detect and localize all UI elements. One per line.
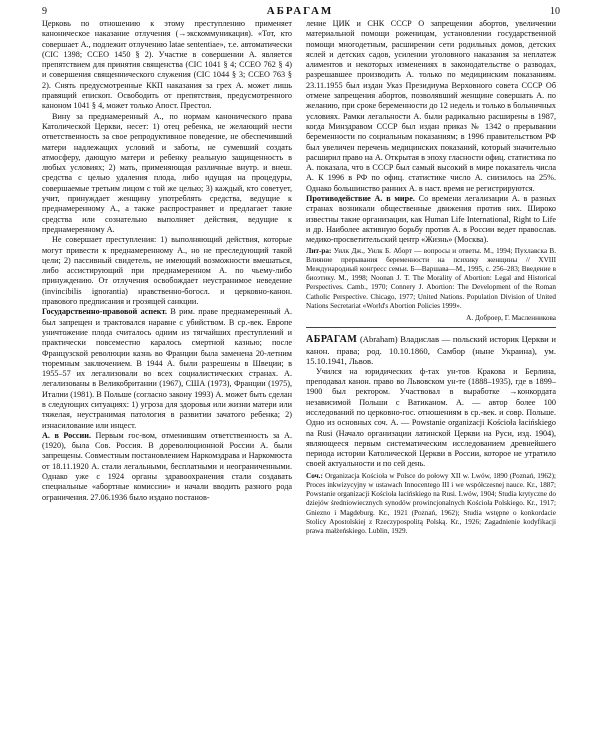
paragraph-soviet-law: ление ЦИК и СНК СССР О запрещении абортов, увеличении материальной помощи роженицам, установлении государственной помощи многодетным, расширении сети родильных домов, детских яслей и детских садов, усилении уголовного наказания за неплатеж алиментов и некоторых изменениях в законодательстве о разводах, разрешавшее производить А. только по медицинским показаниям. 23.11.1955 был издан Указ Президиума Верховного совета СССР Об отмене запрещения абортов, позволявший женщине совершать А. по желанию, при сроке беременности до 12 недель и только в больничных условиях. Рамки легальности А. были радикально расширены в 1987, когда Минздравом СССР был издан приказ № 1342 о прерывании беременности по социальным показаниям; в 1996 правительством РФ был увеличен перечень медицинских показаний, который значительно расширил право на А. Открытая в эпоху гласности офиц. статистика по А. показала, что в СССР был самый высокий в мире показатель числа А. К 1996 в РФ по офиц. статистике число А. снизилось на 25%. Однако большинство ранних А. в наст. время не регистрируются. [306,19,556,193]
section-heading-opposition: Противодействие А. в мире. [306,194,415,204]
works-label: Соч.: [306,471,323,480]
works-text: Organizacja Kościoła w Polsce do połowy XII w. Lwów, 1890 (Poznań, 1962); Proces inkwizycyjny w ustawach Innocentego III i we współczesnej nauce. Kr., 1887; Powstanie organizacji Kościoła łacińskiego na Rusi. Lwów, 1904; Studia krytyczne do dziejów średniowiecznych synodów prowincjonalnych Kościoła Polskiego. Kr., 1917; Gniezno i Magdeburg. Kr., 1921 (Poznań, 1962); Studia wstępne o konkordacie Stolicy Apostolskiej z Rzeczypospolitą Polską. Kr., 1926; Zagadnienie kodyfikacji prawa małżeńskiego. Lublin, 1929. [306,471,556,535]
entry-header [306,334,556,367]
section-heading-russia: А. в России. [42,430,92,440]
literature-text: Уилк Дж., Уилк Б. Аборт — вопросы и ответы. М., 1994; Пухлавска В. Влияние прерывания беременности на психику женщины // XVIII Международный конгресс семьи. Б—Варшава—М., 1995, с. 256–283; Введение в биоэтику. М., 1998; Noonan J. T. The Morality of Abortion: Legal and Historical Perspectives. Camb., 1970; Connery J. Abortion: The Development of the Roman Catholic Perspective. Chicago, 1977; United Nations. Population Division of United Nations Secretariat «World's Abortion Policies 1999». [306,246,556,310]
paragraph-opposition [306,194,556,245]
entry-biography: Учился на юридических ф-тах ун-тов Кракова и Берлина, преподавал канон. право во Львовском ун-те (1888–1935), где в 1899–1900 был ректором. Участвовал в выработке →конкордата независимой Польши с Ватиканом. А. — автор более 100 исследований по церковно-гос. отношениям в ср.-век. и совр. Польше. Одно из основных соч. А. — Powstanie organizacji Kościoła łacińskiego na Rusi (Начало организации латинской Церкви на Руси, изд. 1904), являющееся первым систематическим исследованием древнейшего периода истории Католической Церкви в России, которое не утратило своей актуальности и по сей день. [306,366,556,469]
section-text-russia: Первым гос-вом, отменившим ответственность за А. (1920), была Сов. Россия. В дореволюционной России А. были запрещены. Совместным постановлением Наркомздрава и Наркомюста от 18.11.1920 А. стали легальными, бесплатными и неограниченными. Однако уже с 1924 органы здравоохранения стали создавать специальные «абортные комиссии» и начали вводить разного рода ограничения. 27.06.1936 было издано постанов- [42,430,293,502]
literature-label: Лит-ра: [306,246,332,255]
right-column [306,19,556,536]
paragraph-state-law [42,307,292,431]
article-authors: А. Доброер, Г. Масленникова [466,313,556,322]
section-text-opposition: Со времени легализации А. в разных странах возникали общественные движения против них. Широко известны такие организации, как Human Life International, Right to Life и др. Наиболее активную борьбу против А. в России ведет православ. медико-просветительский центр «Жизнь» (Москва). [306,194,557,245]
paragraph-no-crime: Не совершает преступления: 1) выполняющий действия, которые могут привести к преднамеренному А., но не преследующий такой цели; 2) пассивный свидетель, не имеющий возможности вмешаться, либо ассистирующий при преднамеренном А. по чьему-либо принуждению. От отлучения освобождает неустранимое неведение (invincibilis ignorantia) нравственно-богосл. и церковно-канон. правового предписания и грозящей санкции. [42,235,292,307]
paragraph-russia [42,431,292,503]
section-heading-state-law: Государственно-правовой аспект. [42,307,167,317]
page-number-right: 10 [550,6,560,17]
section-text-state-law: В рим. праве преднамеренный А. был запрещен и трактовался наравне с убийством. В ср.-век. Европе уничтожение плода считалось одним из тягчайших преступлений и практически повсеместно каралось смертной казнью; после Французской революции казнь во Франции была заменена 20-летним тюремным заключением. В 1944 А. были разрешены в Швеции; в 1955–57 их легализовали во всех социалистических странах. А. легализованы в Великобритании (1967), США (1973), Франции (1975), Италии (1981). В Польше (согласно закону 1993) А. может быть сделан в следующих ситуациях: 1) угроза для здоровья или жизни матери или тяжелая, неустранимая патология в развитии зачатого ребенка; 2) изнасилование или инцест. [42,307,292,430]
running-title: АБРАГАМ [266,5,334,17]
works-list [306,472,556,536]
entry-title: АБРАГАМ [306,334,358,346]
literature-list [306,247,556,311]
page-number-left: 9 [42,6,47,17]
paragraph-guilt: Вину за преднамеренный А., по нормам канонического права Католической Церкви, несет: 1) отец ребенка, не желающий нести ответственность за свое репродуктивное поведение, не обеспечивший матери надлежащих условий и заботы, не сумевший создать атмосферу, дающую матери и ребенку реальную защищенность в любых условиях; 2) мать, применяющая различные внутр. и внеш. средства с целью удаления плода, либо идущая на процедуры, совершаемые третьим лицом с той же целью; 3) каждый, кто советует, учит, принуждает женщину употреблять средства, ведущие к преднамеренному А., а также распространяет и предлагает такие средства или сознательно выполняет действия, ведущие к преднамеренному А. [42,111,292,234]
article-divider [306,327,556,328]
entry-definition: (Abraham) Владислав — польский историк Церкви и канон. права; род. 10.10.1860, Самбор (ныне Украина), ум. 15.10.1941, Львов. [306,334,556,367]
paragraph-excommunication: Церковь по отношению к этому преступлению применяет каноническое наказание отлучения (→экскоммуникация). «Тот, кто совершает А., подлежит отлучению latae sententiae», т.е. автоматически (CIC 1398; CCEO 1450 § 2). Участие в совершении А. является препятствием для принятия священства (CIC 1041 § 4; CCEO 762 § 4) и совершения священнического служения (CIC 1044 § 3; CCEO 763 § 2). Снять предусмотренные ККП наказания за грех А. может лишь правящий епископ. Освободить от препятствия, предусмотренного каноном 1041 § 4, может только Апост. Престол. [42,19,292,111]
left-column [42,19,292,503]
